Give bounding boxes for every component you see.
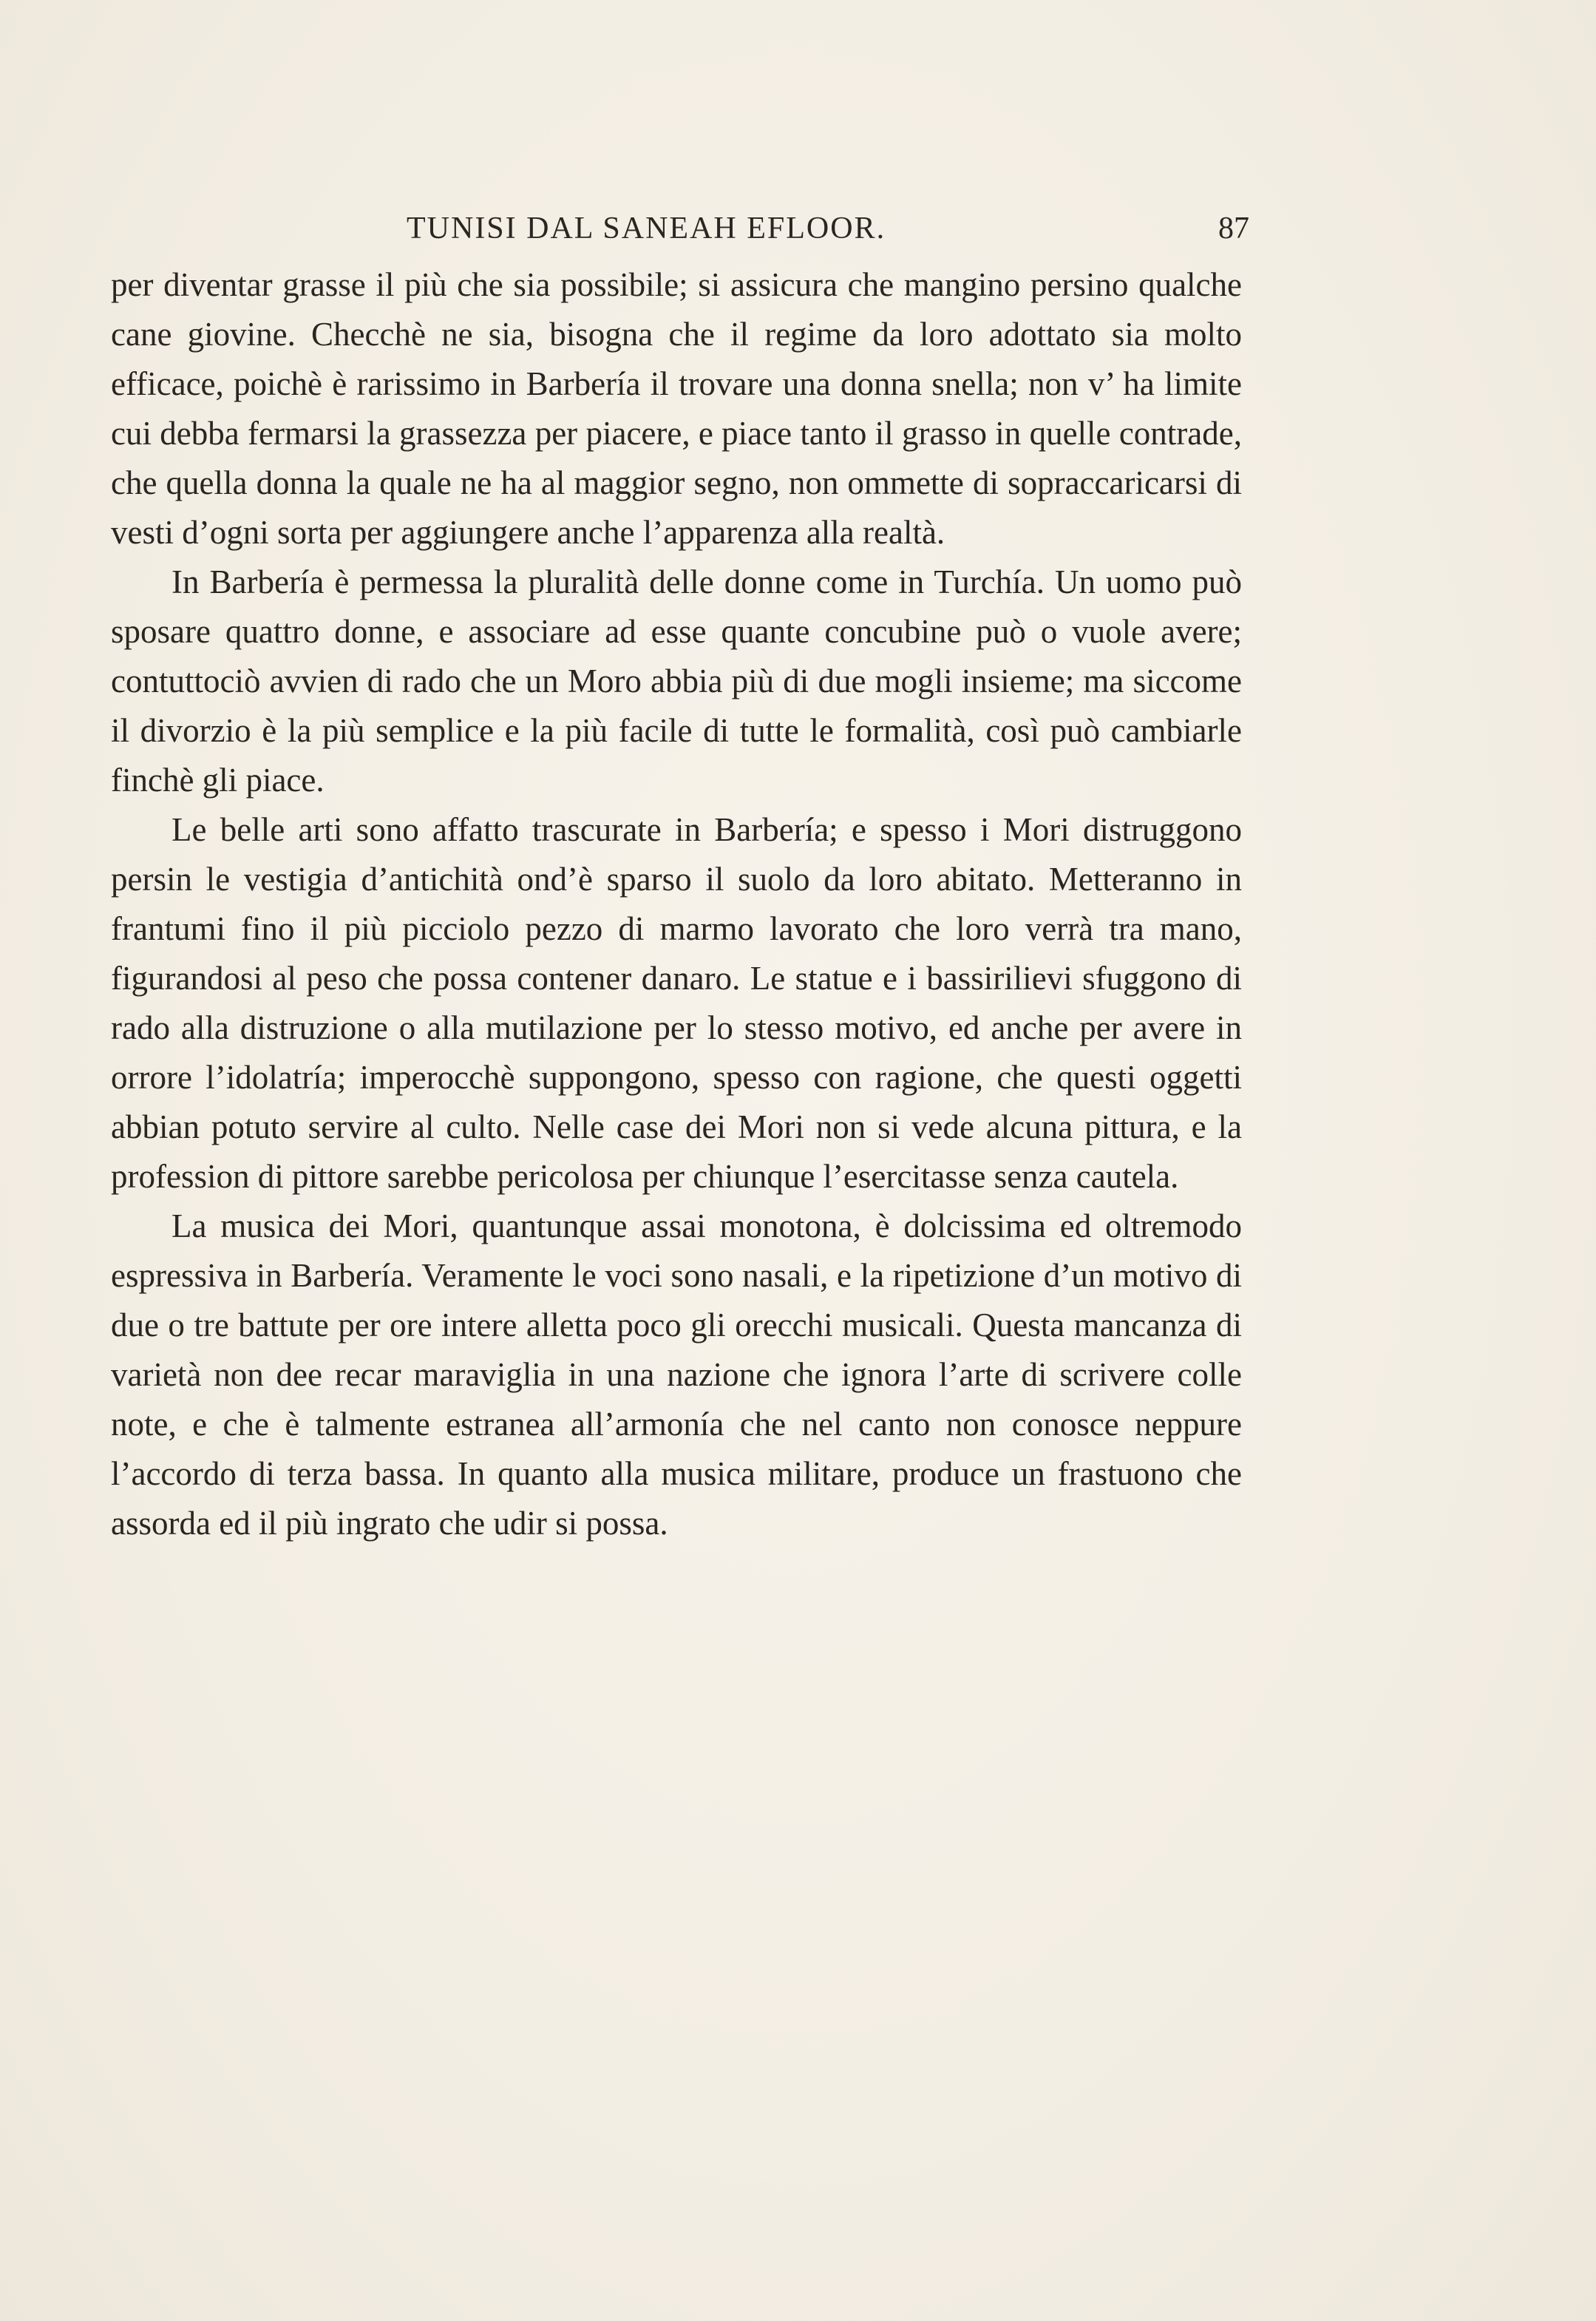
- paragraph-music: La musica dei Mori, quantunque assai monotona, è dolcissima ed oltremodo espressiva in Barbería. Veramente le voci sono nasali, e la ripetizione d’un motivo di due o tre battute per ore intere alletta poco gli orecchi musicali. Questa mancanza di varietà non dee recar maraviglia in una nazione che ignora l’arte di scrivere colle note, e che è talmente estranea all’armonía che nel canto non conosce neppure l’accordo di terza bassa. In quanto alla musica militare, produce un frastuono che assorda ed il più ingrato che udir si possa.: [111, 1207, 1242, 1542]
- running-title: TUNISI DAL SANEAH EFLOOR.: [407, 211, 886, 245]
- paragraph-polygamy: In Barbería è permessa la pluralità delle donne come in Turchía. Un uomo può sposare quattro donne, e associare ad esse quante concubine può o vuole avere; contuttociò avvien di rado che un Moro abbia più di due mogli insieme; ma siccome il divorzio è la più semplice e la più facile di tutte le formalità, così può cambiarle finchè gli piace.: [111, 563, 1242, 799]
- page-number: 87: [1218, 211, 1249, 245]
- running-head: [111, 211, 1249, 255]
- paragraph-fine-arts: Le belle arti sono affatto trascurate in Barbería; e spesso i Mori distruggono persin le vestigia d’antichità ond’è sparso il suolo da loro abitato. Metteranno in frantumi fino il più picciolo pezzo di marmo lavorato che loro verrà tra mano, figurandosi al peso che possa contener danaro. Le statue e i bassirilievi sfuggono di rado alla distruzione o alla mutilazione per lo stesso motivo, ed anche per avere in orrore l’idolatría; imperocchè suppongono, spesso con ragione, che questi oggetti abbian potuto servire al culto. Nelle case dei Mori non si vede alcuna pittura, e la profession di pittore sarebbe pericolosa per chiunque l’esercitasse senza cautela.: [111, 811, 1242, 1195]
- paragraph-continued: per diventar grasse il più che sia possibile; si assicura che mangino persino qualche cane giovine. Checchè ne sia, bisogna che il regime da loro adottato sia molto efficace, poichè è rarissimo in Barbería il trovare una donna snella; non v’ ha limite cui debba fermarsi la grassezza per piacere, e piace tanto il grasso in quelle contrade, che quella donna la quale ne ha al maggior segno, non ommette di sopraccaricarsi di vesti d’ogni sorta per aggiungere anche l’apparenza alla realtà.: [111, 266, 1242, 551]
- body-text: [111, 260, 1242, 1548]
